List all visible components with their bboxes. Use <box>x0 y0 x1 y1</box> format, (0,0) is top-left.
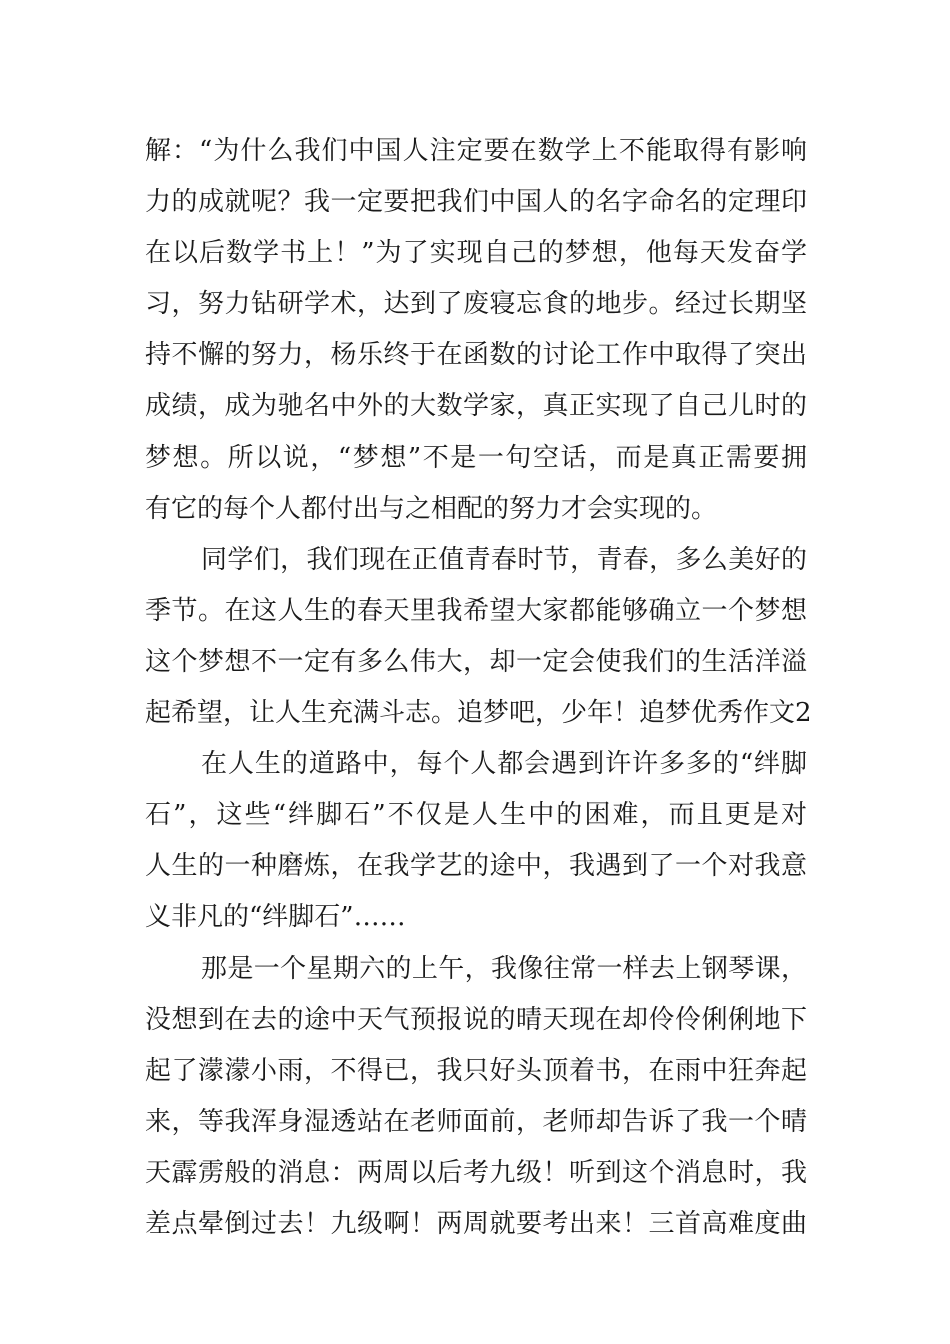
text-line: 人生的一种磨炼，在我学艺的途中，我遇到了一个对我意 <box>145 851 807 882</box>
body-text <box>145 126 812 1250</box>
text-line: 同学们，我们现在正值青春时节，青春，多么美好的 <box>201 544 807 575</box>
text-line: 解：“为什么我们中国人注定要在数学上不能取得有影响 <box>145 136 807 166</box>
text-line: 习，努力钻研学术，达到了废寝忘食的地步。经过长期坚 <box>145 289 807 320</box>
text-line: 力的成就呢？我一定要把我们中国人的名字命名的定理印 <box>145 187 807 218</box>
text-line: 天霹雳般的消息：两周以后考九级！听到这个消息时，我 <box>145 1157 807 1188</box>
text-line: 起希望，让人生充满斗志。追梦吧，少年！追梦优秀作文2 <box>145 698 812 729</box>
text-line: 那是一个星期六的上午，我像往常一样去上钢琴课， <box>201 953 807 984</box>
text-line: 石”，这些“绊脚石”不仅是人生中的困难，而且更是对 <box>145 800 807 831</box>
text-line: 持不懈的努力，杨乐终于在函数的讨论工作中取得了突出 <box>145 340 807 371</box>
text-line: 在人生的道路中，每个人都会遇到许许多多的“绊脚 <box>201 749 807 780</box>
text-line: 义非凡的“绊脚石”…… <box>145 902 406 933</box>
text-line: 这个梦想不一定有多么伟大，却一定会使我们的生活洋溢 <box>145 646 807 677</box>
text-line: 来，等我浑身湿透站在老师面前，老师却告诉了我一个晴 <box>145 1106 807 1137</box>
text-line: 有它的每个人都付出与之相配的努力才会实现的。 <box>145 493 718 524</box>
text-line: 差点晕倒过去！九级啊！两周就要考出来！三首高难度曲 <box>145 1208 807 1239</box>
text-line: 在以后数学书上！”为了实现自己的梦想，他每天发奋学 <box>145 238 807 269</box>
text-line: 梦想。所以说，“梦想”不是一句空话，而是真正需要拥 <box>145 442 807 473</box>
text-line: 没想到在去的途中天气预报说的晴天现在却伶伶俐俐地下 <box>145 1004 807 1035</box>
text-line: 起了濛濛小雨，不得已，我只好头顶着书，在雨中狂奔起 <box>145 1055 807 1086</box>
text-line: 成绩，成为驰名中外的大数学家，真正实现了自己儿时的 <box>145 391 807 422</box>
text-line: 季节。在这人生的春天里我希望大家都能够确立一个梦想 <box>145 595 807 626</box>
